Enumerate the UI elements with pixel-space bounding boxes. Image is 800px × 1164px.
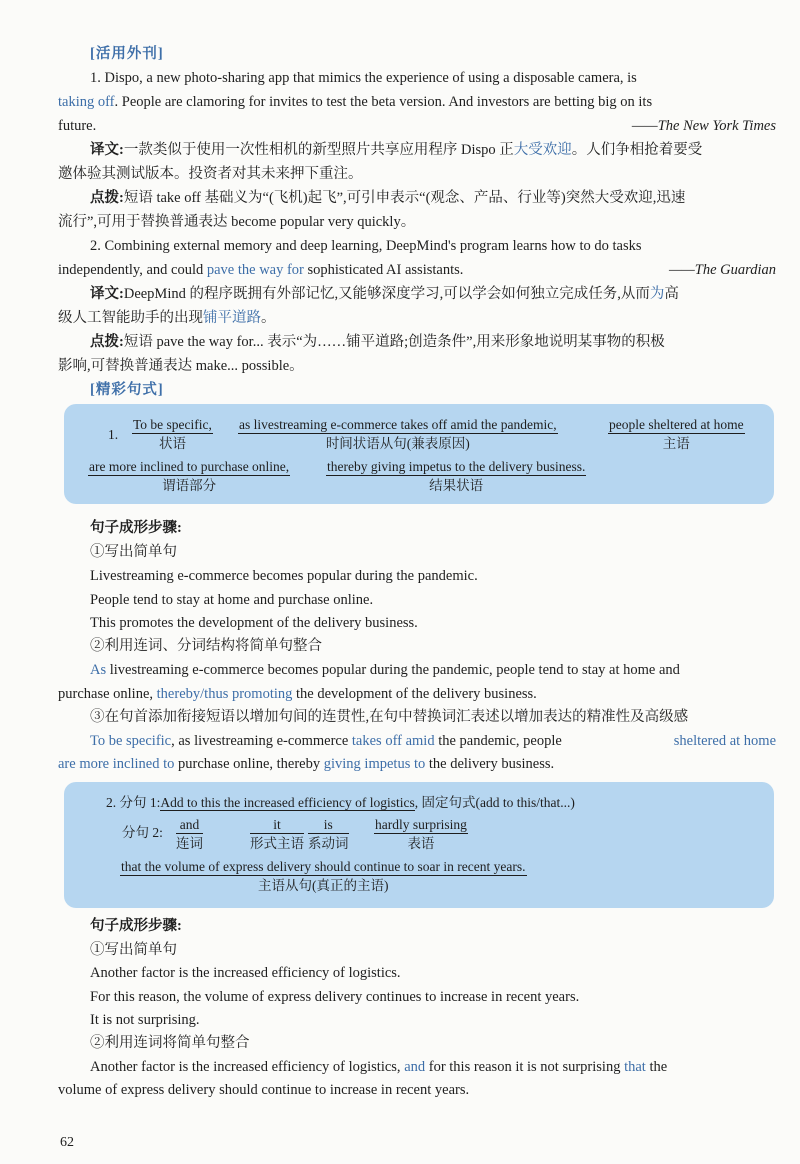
ex2-line-1: 2. Combining external memory and deep learning, DeepMind's program learns how to do tasks xyxy=(90,238,642,254)
segment-predicate: are more inclined to purchase online, 谓语部分 xyxy=(89,459,290,493)
ex2-translation: 译文:DeepMind 的程序既拥有外部记忆,又能够深度学习,可以学会如何独立完成任务,从而为高 xyxy=(90,286,679,302)
segment-subject: people sheltered at home 主语 xyxy=(609,417,744,451)
steps1-step2: ②利用连词、分词结构将简单句整合 xyxy=(90,638,322,654)
steps1-merged-1: As livestreaming e-commerce becomes popular during the pandemic, people tend to stay at home and xyxy=(90,662,680,678)
steps2-merged-2: volume of express delivery should continue to increase in recent years. xyxy=(58,1082,470,1098)
ex2-tip: 点拨:短语 pave the way for... 表示“为……铺平道路;创造条件”,用来形象地说明某事物的积极 xyxy=(90,334,665,350)
steps2-simple-c: It is not surprising. xyxy=(90,1012,200,1028)
steps1-final-1: To be specific, as livestreaming e-commerce takes off amid the pandemic, people sheltered at home xyxy=(90,733,776,749)
steps1-step1: ①写出简单句 xyxy=(90,544,177,560)
ex1-translation: 译文:一款类似于使用一次性相机的新型照片共享应用程序 Dispo 正大受欢迎。人们争相抢着要受 xyxy=(90,142,703,158)
segment-result-adverbial: thereby giving impetus to the delivery business. 结果状语 xyxy=(327,459,586,493)
box2-clause-1: 2. 分句 1:Add to this the increased efficiency of logistics, 固定句式(add to this/that...) xyxy=(106,795,575,810)
ex2-tip-2: 影响,可替换普通表达 make... possible。 xyxy=(58,358,304,374)
segment-adverbial: To be specific, 状语 xyxy=(133,417,212,451)
source-guardian: ——The Guardian xyxy=(668,262,776,278)
steps1-title: 句子成形步骤: xyxy=(90,520,182,536)
ex1-tip: 点拨:短语 take off 基础义为“(飞机)起飞”,可引申表示“(观念、产品、行业等)突然大受欢迎,迅速 xyxy=(90,190,686,206)
steps2-merged-1: Another factor is the increased efficiency of logistics, and for this reason it is not surprising that the xyxy=(90,1059,668,1075)
steps2-simple-a: Another factor is the increased efficiency of logistics. xyxy=(90,965,401,981)
steps2-simple-b: For this reason, the volume of express delivery continues to increase in recent years. xyxy=(90,989,580,1005)
steps2-title: 句子成形步骤: xyxy=(90,918,182,934)
source-nyt: ——The New York Times xyxy=(631,118,776,134)
ex2-line-2: independently, and could pave the way for sophisticated AI assistants. ——The Guardian xyxy=(58,262,776,278)
segment-linking-verb: is 系动词 xyxy=(308,817,349,851)
ex1-translation-2: 邀体验其测试版本。投资者对其未来押下重注。 xyxy=(58,166,363,182)
ex1-line-3: future. ——The New York Times xyxy=(58,118,776,134)
steps1-merged-2: purchase online, thereby/thus promoting the development of the delivery business. xyxy=(58,686,537,702)
steps1-final-2: are more inclined to purchase online, thereby giving impetus to the delivery business. xyxy=(58,756,555,772)
ex2-translation-2: 级人工智能助手的出现铺平道路。 xyxy=(58,310,276,326)
steps2-step2: ②利用连词将简单句整合 xyxy=(90,1035,250,1051)
segment-formal-subject: it 形式主语 xyxy=(250,817,304,851)
sentence-analysis-box-1: 1. To be specific, 状语 as livestreaming e-commerce takes off amid the pandemic, 时间状语从句(兼表原因) people sheltered at home 主语 are more inclined to purchase online, 谓语部分 thereby giving impetus to the delivery business. 结果状语 xyxy=(64,404,774,504)
segment-conjunction: and 连词 xyxy=(176,817,203,851)
ex1-line-2: taking off. People are clamoring for invites to test the beta version. And investors are betting big on its xyxy=(58,94,653,110)
sentence-analysis-box-2: 2. 分句 1:Add to this the increased efficiency of logistics, 固定句式(add to this/that...) 分句 2: and 连词 it 形式主语 is 系动词 hardly surprising 表语 that the volume of express delivery should continue to soar in recent years. 主语从句(真正的主语) xyxy=(64,782,774,908)
ex1-tip-2: 流行”,可用于替换普通表达 become popular very quickly。 xyxy=(58,214,416,230)
steps1-simple-c: This promotes the development of the delivery business. xyxy=(90,615,418,631)
segment-predicative: hardly surprising 表语 xyxy=(375,817,467,851)
segment-subject-clause: that the volume of express delivery should continue to soar in recent years. 主语从句(真正的主语) xyxy=(121,859,526,893)
steps1-simple-b: People tend to stay at home and purchase online. xyxy=(90,592,374,608)
ex1-line-1: 1. Dispo, a new photo-sharing app that mimics the experience of using a disposable camera, is xyxy=(90,70,637,86)
section-header-jingcai: [精彩句式] xyxy=(90,382,164,398)
section-header-huoyong: [活用外刊] xyxy=(90,46,164,62)
steps1-step3: ③在句首添加衔接短语以增加句间的连贯性,在句中替换词汇表述以增加表达的精准性及高级感 xyxy=(90,709,689,725)
phrase-pave-the-way: pave the way for xyxy=(206,262,304,278)
page-number: 62 xyxy=(60,1135,74,1150)
steps2-step1: ①写出简单句 xyxy=(90,942,177,958)
steps1-simple-a: Livestreaming e-commerce becomes popular during the pandemic. xyxy=(90,568,478,584)
segment-time-clause: as livestreaming e-commerce takes off amid the pandemic, 时间状语从句(兼表原因) xyxy=(239,417,557,451)
phrase-taking-off: taking off xyxy=(58,94,115,110)
